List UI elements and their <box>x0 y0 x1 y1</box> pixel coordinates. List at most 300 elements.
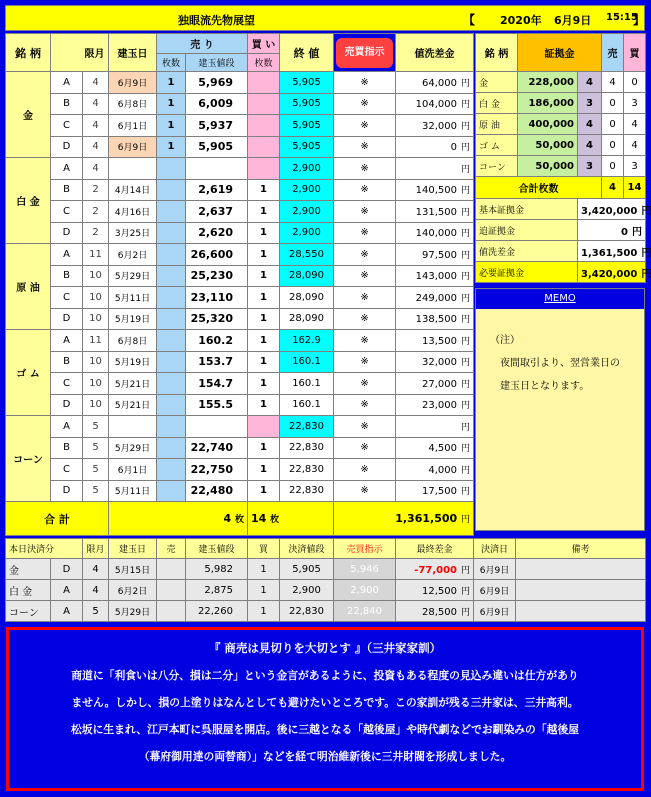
margin-count: 3 <box>578 93 602 114</box>
side-header-sell: 売 <box>602 34 624 72</box>
profit-loss <box>396 480 474 502</box>
close-price: 5,905 <box>280 115 334 137</box>
close-price: 5,905 <box>280 93 334 115</box>
profit-loss <box>396 244 474 266</box>
entry-price: 154.7 <box>186 373 248 395</box>
pl-unit: 円 <box>461 293 471 304</box>
sell-qty <box>157 201 186 223</box>
contract-month: 5 <box>83 416 109 438</box>
settle-sell <box>157 559 186 580</box>
pl-value: 0 <box>450 142 457 154</box>
settle-header-entry-price: 建玉値段 <box>186 539 248 559</box>
margin-count: 3 <box>578 156 602 177</box>
contract-month: 2 <box>83 201 109 223</box>
close-price: 5,905 <box>280 72 334 94</box>
settle-label: A <box>51 601 83 622</box>
profit-loss <box>396 437 474 459</box>
entry-date: 5月21日 <box>109 394 157 416</box>
entry-price: 160.2 <box>186 330 248 352</box>
contract-month: 10 <box>83 351 109 373</box>
summary-label: 基本証拠金 <box>476 199 578 220</box>
buy-qty <box>248 72 280 94</box>
entry-price: 22,740 <box>186 437 248 459</box>
contract-month: 4 <box>83 158 109 180</box>
pl-unit: 円 <box>461 358 471 369</box>
margin-commodity: 原 油 <box>476 114 518 135</box>
buy-qty <box>248 93 280 115</box>
motto-line-4: （幕府御用達の両替商）」などを経て明治維新後に三井財閥を形成しました。 <box>138 750 512 763</box>
trade-instruction: ※ <box>334 308 396 330</box>
trade-instruction: ※ <box>334 287 396 309</box>
close-price: 22,830 <box>280 480 334 502</box>
pl-unit: 円 <box>461 143 471 154</box>
summary-amount: 3,420,000 <box>581 205 638 217</box>
entry-price: 155.5 <box>186 394 248 416</box>
buy-qty: 1 <box>248 244 280 266</box>
close-price: 160.1 <box>280 373 334 395</box>
margin-row <box>476 156 646 177</box>
trade-instruction: ※ <box>334 158 396 180</box>
pl-unit: 円 <box>461 164 471 175</box>
summary-amount: 1,361,500 <box>581 247 638 259</box>
summary-amount: 0 <box>621 226 628 238</box>
contract-month: 4 <box>83 72 109 94</box>
settle-header-sell: 売 <box>157 539 186 559</box>
settle-entry-date: 5月15日 <box>109 559 157 580</box>
position-label: B <box>51 265 83 287</box>
position-label: A <box>51 330 83 352</box>
margin-row <box>476 93 646 114</box>
settle-instruction: 2,900 <box>334 580 396 601</box>
contract-month: 4 <box>83 136 109 158</box>
profit-loss <box>396 72 474 94</box>
position-label: D <box>51 222 83 244</box>
settle-final-pl <box>396 601 474 622</box>
pl-value: 13,500 <box>422 335 457 347</box>
profit-loss <box>396 222 474 244</box>
pl-value: 143,000 <box>415 271 457 283</box>
sell-qty <box>157 287 186 309</box>
pl-value: 17,500 <box>422 486 457 498</box>
header-instruction: 売買指示 <box>334 34 396 72</box>
position-row <box>6 480 474 502</box>
final-pl-value: 28,500 <box>422 606 457 618</box>
trade-instruction: ※ <box>334 330 396 352</box>
summary-row <box>476 262 646 283</box>
margin-commodity: 金 <box>476 72 518 93</box>
side-total-buy: 14 <box>624 177 646 199</box>
buy-qty: 1 <box>248 222 280 244</box>
side-header-margin: 証拠金 <box>518 34 602 72</box>
margin-row <box>476 135 646 156</box>
settle-month: 5 <box>83 601 109 622</box>
entry-price: 23,110 <box>186 287 248 309</box>
position-row <box>6 158 474 180</box>
trade-instruction: ※ <box>334 244 396 266</box>
pl-unit: 円 <box>461 422 471 433</box>
trade-instruction: ※ <box>334 93 396 115</box>
entry-date: 5月29日 <box>109 265 157 287</box>
profit-loss <box>396 373 474 395</box>
settle-commodity: コーン <box>6 601 51 622</box>
profit-loss <box>396 265 474 287</box>
settle-buy: 1 <box>248 559 280 580</box>
summary-unit: 円 <box>641 247 651 259</box>
buy-qty: 1 <box>248 201 280 223</box>
close-price: 28,550 <box>280 244 334 266</box>
settle-commodity: 白 金 <box>6 580 51 601</box>
total-label: 合 計 <box>6 502 109 536</box>
pl-value: 32,000 <box>422 357 457 369</box>
settle-sell <box>157 601 186 622</box>
header-entry-date: 建玉日 <box>109 34 157 72</box>
entry-date: 5月11日 <box>109 287 157 309</box>
summary-label: 値洗差金 <box>476 241 578 262</box>
memo-title-bar <box>476 289 644 309</box>
settle-header-entry-date: 建玉日 <box>109 539 157 559</box>
memo-panel <box>475 288 645 531</box>
contract-month: 4 <box>83 93 109 115</box>
profit-loss <box>396 308 474 330</box>
header-time: 15:15 <box>606 12 638 23</box>
settle-remarks <box>516 559 646 580</box>
entry-price: 2,637 <box>186 201 248 223</box>
entry-price: 5,905 <box>186 136 248 158</box>
total-buy: 14 枚 <box>248 502 334 536</box>
entry-date: 6月9日 <box>109 136 157 158</box>
trade-instruction: ※ <box>334 115 396 137</box>
sell-qty <box>157 158 186 180</box>
settle-label: A <box>51 580 83 601</box>
sell-qty <box>157 244 186 266</box>
margin-sell: 0 <box>602 114 624 135</box>
trade-instruction: ※ <box>334 136 396 158</box>
entry-date: 4月16日 <box>109 201 157 223</box>
pl-unit: 円 <box>461 121 471 132</box>
sell-qty <box>157 416 186 438</box>
buy-qty: 1 <box>248 330 280 352</box>
entry-date: 4月14日 <box>109 179 157 201</box>
header-date: 6月9日 <box>554 14 592 27</box>
total-pl: 1,361,500 円 <box>334 502 474 536</box>
entry-date: 5月21日 <box>109 373 157 395</box>
entry-date: 3月25日 <box>109 222 157 244</box>
settle-price: 2,900 <box>280 580 334 601</box>
trade-instruction: ※ <box>334 480 396 502</box>
close-price: 2,900 <box>280 201 334 223</box>
trade-instruction: ※ <box>334 265 396 287</box>
position-row <box>6 201 474 223</box>
pl-value: 140,500 <box>415 185 457 197</box>
settle-entry-price: 22,260 <box>186 601 248 622</box>
trade-instruction: ※ <box>334 222 396 244</box>
buy-qty <box>248 115 280 137</box>
final-pl-unit: 円 <box>461 586 471 597</box>
pl-unit: 円 <box>461 229 471 240</box>
motto-panel <box>6 627 644 791</box>
entry-price: 22,750 <box>186 459 248 481</box>
margin-count: 4 <box>578 72 602 93</box>
position-row <box>6 287 474 309</box>
header-sell: 売 り <box>157 34 248 54</box>
final-pl-unit: 円 <box>461 607 471 618</box>
settle-month: 4 <box>83 580 109 601</box>
sell-qty <box>157 265 186 287</box>
memo-note-label: （注） <box>490 335 520 346</box>
pl-value: 249,000 <box>415 292 457 304</box>
entry-date: 5月19日 <box>109 351 157 373</box>
margin-sell: 4 <box>602 72 624 93</box>
settle-commodity: 金 <box>6 559 51 580</box>
entry-price: 153.7 <box>186 351 248 373</box>
summary-unit: 円 <box>641 268 651 280</box>
profit-loss <box>396 416 474 438</box>
settle-entry-price: 5,982 <box>186 559 248 580</box>
entry-price: 26,600 <box>186 244 248 266</box>
buy-qty: 1 <box>248 351 280 373</box>
position-label: D <box>51 136 83 158</box>
buy-qty: 1 <box>248 265 280 287</box>
position-label: D <box>51 308 83 330</box>
settle-header-settle-date: 決済日 <box>474 539 516 559</box>
entry-price: 2,620 <box>186 222 248 244</box>
settlement-row <box>6 601 646 622</box>
position-row <box>6 222 474 244</box>
pl-value: 4,000 <box>428 464 457 476</box>
settle-price: 5,905 <box>280 559 334 580</box>
trade-instruction: ※ <box>334 459 396 481</box>
close-price: 2,900 <box>280 222 334 244</box>
sell-qty <box>157 373 186 395</box>
margin-count: 4 <box>578 114 602 135</box>
side-header-name: 銘 柄 <box>476 34 518 72</box>
position-row <box>6 72 474 94</box>
positions-table <box>5 33 474 536</box>
position-label: D <box>51 480 83 502</box>
trade-instruction: ※ <box>334 179 396 201</box>
commodity-name: ゴ ム <box>6 330 51 416</box>
commodity-name: 白 金 <box>6 158 51 244</box>
settle-final-pl <box>396 559 474 580</box>
settle-remarks <box>516 601 646 622</box>
sell-qty: 1 <box>157 115 186 137</box>
profit-loss <box>396 158 474 180</box>
final-pl-value: -77,000 <box>414 564 457 576</box>
entry-date: 5月29日 <box>109 437 157 459</box>
margin-row <box>476 114 646 135</box>
entry-date: 6月1日 <box>109 115 157 137</box>
margin-amount: 400,000 <box>518 114 578 135</box>
settle-month: 4 <box>83 559 109 580</box>
commodity-name: 原 油 <box>6 244 51 330</box>
pl-unit: 円 <box>461 379 471 390</box>
settle-final-pl <box>396 580 474 601</box>
settle-price: 22,830 <box>280 601 334 622</box>
entry-price: 2,619 <box>186 179 248 201</box>
pl-value: 32,000 <box>422 120 457 132</box>
memo-line-1: 夜間取引より、翌営業日の <box>500 358 620 369</box>
side-total-row <box>476 177 646 199</box>
contract-month: 11 <box>83 330 109 352</box>
header-pl: 値洗差金 <box>396 34 474 72</box>
sell-qty: 1 <box>157 136 186 158</box>
pl-unit: 円 <box>461 315 471 326</box>
settle-header-final-pl: 最終差金 <box>396 539 474 559</box>
entry-date: 5月11日 <box>109 480 157 502</box>
position-row <box>6 394 474 416</box>
profit-loss <box>396 459 474 481</box>
settle-instruction: 22,840 <box>334 601 396 622</box>
close-price: 28,090 <box>280 287 334 309</box>
margin-sell: 0 <box>602 93 624 114</box>
summary-label: 必要証拠金 <box>476 262 578 283</box>
trade-instruction: ※ <box>334 373 396 395</box>
buy-qty: 1 <box>248 308 280 330</box>
buy-qty: 1 <box>248 373 280 395</box>
sell-qty <box>157 459 186 481</box>
settle-entry-date: 6月2日 <box>109 580 157 601</box>
entry-date: 6月2日 <box>109 244 157 266</box>
position-row <box>6 351 474 373</box>
contract-month: 5 <box>83 437 109 459</box>
close-price: 22,830 <box>280 437 334 459</box>
profit-loss <box>396 93 474 115</box>
entry-date: 6月1日 <box>109 459 157 481</box>
sell-qty: 1 <box>157 72 186 94</box>
entry-price: 25,230 <box>186 265 248 287</box>
margin-amount: 228,000 <box>518 72 578 93</box>
side-header-buy: 買 <box>624 34 646 72</box>
position-label: C <box>51 459 83 481</box>
trade-instruction: ※ <box>334 201 396 223</box>
position-row <box>6 437 474 459</box>
close-price: 5,905 <box>280 136 334 158</box>
header-month: 限月 <box>51 34 109 72</box>
entry-date: 5月19日 <box>109 308 157 330</box>
position-label: C <box>51 115 83 137</box>
trade-instruction: ※ <box>334 72 396 94</box>
entry-price <box>186 158 248 180</box>
position-row <box>6 244 474 266</box>
summary-row <box>476 220 646 241</box>
entry-price: 5,937 <box>186 115 248 137</box>
pl-value: 23,000 <box>422 400 457 412</box>
contract-month: 5 <box>83 480 109 502</box>
settle-date: 6月9日 <box>474 601 516 622</box>
settle-header-settle-price: 決済値段 <box>280 539 334 559</box>
motto-line-2: ません。しかし、損の上塗りはなんとしても避けたいところです。この家訓が残る三井家は、三井高利。 <box>71 696 579 709</box>
contract-month: 10 <box>83 265 109 287</box>
position-label: B <box>51 93 83 115</box>
pl-value: 64,000 <box>422 77 457 89</box>
commodity-name: 金 <box>6 72 51 158</box>
contract-month: 5 <box>83 459 109 481</box>
position-row <box>6 265 474 287</box>
trade-instruction: ※ <box>334 437 396 459</box>
settle-header-instruction: 売買指示 <box>334 539 396 559</box>
contract-month: 10 <box>83 308 109 330</box>
pl-value: 4,500 <box>428 443 457 455</box>
sell-qty <box>157 480 186 502</box>
pl-value: 97,500 <box>422 249 457 261</box>
pl-unit: 円 <box>461 487 471 498</box>
settle-buy: 1 <box>248 580 280 601</box>
position-label: C <box>51 373 83 395</box>
entry-price: 22,480 <box>186 480 248 502</box>
memo-title[interactable]: MEMO <box>544 293 576 304</box>
close-price: 22,830 <box>280 416 334 438</box>
position-label: A <box>51 244 83 266</box>
bracket-left: 【 <box>463 13 476 27</box>
contract-month: 10 <box>83 373 109 395</box>
pl-unit: 円 <box>461 465 471 476</box>
margin-commodity: 白 金 <box>476 93 518 114</box>
margin-count: 4 <box>578 135 602 156</box>
margin-buy: 3 <box>624 156 646 177</box>
entry-price: 6,009 <box>186 93 248 115</box>
entry-date: 6月8日 <box>109 330 157 352</box>
pl-value: 140,000 <box>415 228 457 240</box>
close-price: 160.1 <box>280 351 334 373</box>
pl-unit: 円 <box>461 207 471 218</box>
pl-unit: 円 <box>461 272 471 283</box>
summary-row <box>476 199 646 220</box>
pl-value: 138,500 <box>415 314 457 326</box>
close-price: 160.1 <box>280 394 334 416</box>
profit-loss <box>396 201 474 223</box>
settle-header-buy: 買 <box>248 539 280 559</box>
close-price: 22,830 <box>280 459 334 481</box>
header-close: 終 値 <box>280 34 334 72</box>
header-title: 独眼流先物展望 <box>178 14 255 27</box>
margin-buy: 4 <box>624 114 646 135</box>
buy-qty: 1 <box>248 480 280 502</box>
settle-date: 6月9日 <box>474 559 516 580</box>
sell-qty <box>157 351 186 373</box>
settle-entry-price: 2,875 <box>186 580 248 601</box>
commodity-name: コーン <box>6 416 51 502</box>
entry-price: 5,969 <box>186 72 248 94</box>
position-label: B <box>51 437 83 459</box>
pl-unit: 円 <box>461 78 471 89</box>
settlement-row <box>6 580 646 601</box>
pl-unit: 円 <box>461 336 471 347</box>
margin-buy: 0 <box>624 72 646 93</box>
buy-qty <box>248 416 280 438</box>
close-price: 162.9 <box>280 330 334 352</box>
contract-month: 10 <box>83 287 109 309</box>
position-label: A <box>51 158 83 180</box>
trade-instruction: ※ <box>334 416 396 438</box>
pl-unit: 円 <box>461 100 471 111</box>
summary-row <box>476 241 646 262</box>
bracket-right: 】 <box>633 13 646 27</box>
contract-month: 4 <box>83 115 109 137</box>
entry-date <box>109 416 157 438</box>
position-label: C <box>51 287 83 309</box>
position-row <box>6 179 474 201</box>
trade-instruction: ※ <box>334 351 396 373</box>
settlement-table <box>5 538 646 622</box>
profit-loss <box>396 287 474 309</box>
margin-row <box>476 72 646 93</box>
summary-amount: 3,420,000 <box>581 268 638 280</box>
summary-value <box>578 241 651 262</box>
settle-sell <box>157 580 186 601</box>
summary-unit: 円 <box>632 226 642 238</box>
side-total-sell: 4 <box>602 177 624 199</box>
header-bar <box>5 5 645 31</box>
